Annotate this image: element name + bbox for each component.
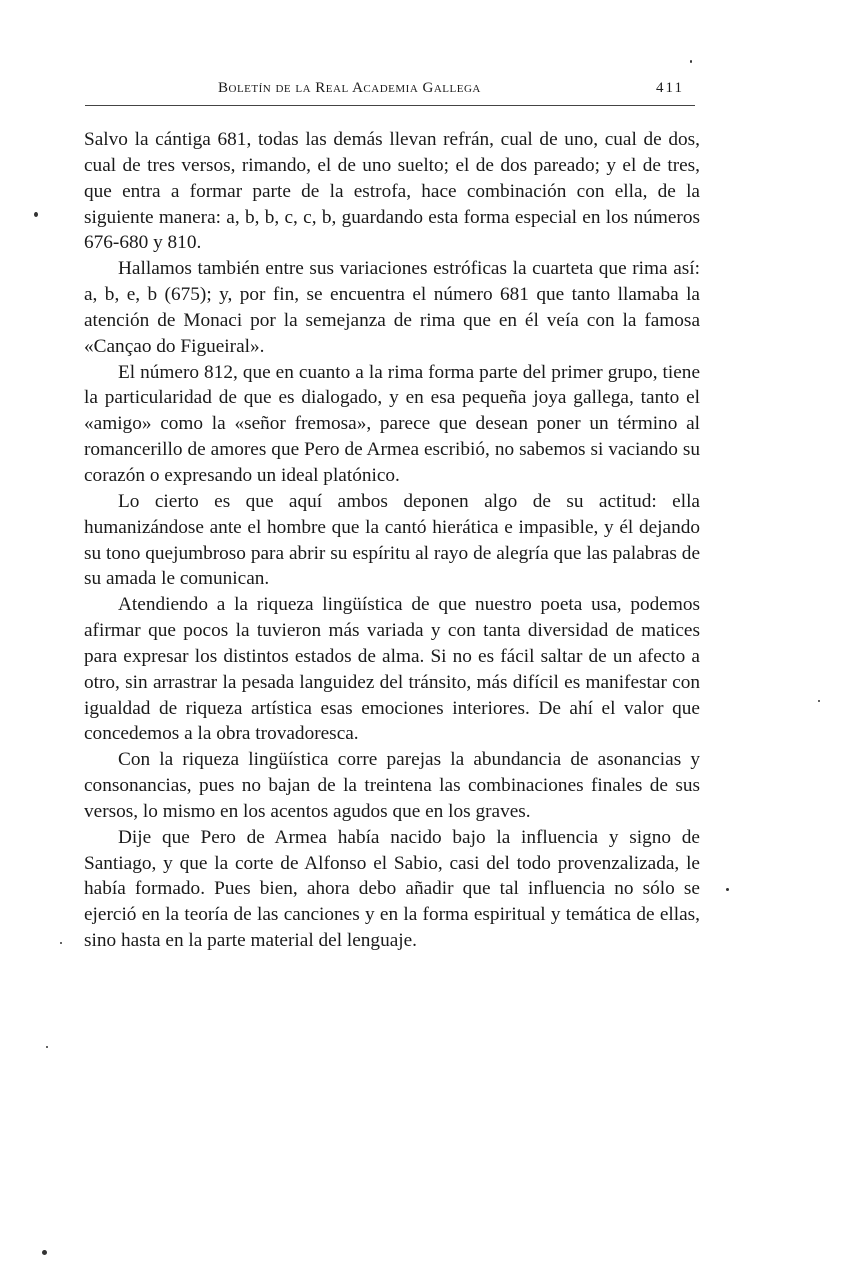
scan-speck: [60, 942, 62, 944]
paragraph-4: Lo cierto es que aquí ambos deponen algo de su actitud: ella humanizándose ante el hombre que la cantó hierática e impasible, y él dejando su tono quejumbroso para abrir su espíritu al rayo de alegría que las palabras de su amada le comunican.: [84, 490, 700, 590]
scan-speck: [34, 212, 38, 217]
scan-speck: [46, 1046, 48, 1048]
page-number: 411: [656, 80, 684, 96]
body-text: [84, 127, 700, 954]
paragraph-5: Atendiendo a la riqueza lingüística de que nuestro poeta usa, podemos afirmar que pocos la tuvieron más variada y con tanta diversidad de matices para expresar los distintos estados de alma. Si no es fácil saltar de un afecto a otro, sin arrastrar la pesada languidez del tránsito, más difícil es manifestar con igualdad de riqueza artística esas emociones interiores. De ahí el valor que concedemos a la obra trovadoresca.: [84, 594, 700, 745]
journal-title: Boletín de la Real Academia Gallega: [218, 80, 481, 96]
scan-speck: [42, 1250, 47, 1255]
scan-speck: [818, 700, 820, 702]
scan-speck: [726, 888, 729, 891]
paragraph-3: El número 812, que en cuanto a la rima forma parte del primer grupo, tiene la particularidad de que es dialogado, y en esa pequeña joya gallega, tanto el «amigo» como la «señor fremosa», parece que desean poner un término al romancerillo de amores que Pero de Armea escribió, no sabemos si vaciando su corazón o expresando un ideal platónico.: [84, 361, 700, 486]
header-rule: [85, 105, 695, 106]
running-head: [218, 80, 684, 104]
paragraph-6: Con la riqueza lingüística corre parejas la abundancia de asonancias y consonancias, pues no bajan de la treintena las combinaciones finales de sus versos, lo mismo en los acentos agudos que en los graves.: [84, 749, 700, 822]
paragraph-2: Hallamos también entre sus variaciones estróficas la cuarteta que rima así: a, b, e, b (675); y, por fin, se encuentra el número 681 que tanto llamaba la atención de Monaci por la semejanza de rima que en él veía con la famosa «Cançao do Figueiral».: [84, 258, 700, 357]
paragraph-7: Dije que Pero de Armea había nacido bajo la influencia y signo de Santiago, y que la corte de Alfonso el Sabio, casi del todo provenzalizada, le había formado. Pues bien, ahora debo añadir que tal influencia no sólo se ejerció en la teoría de las canciones y en la forma espiritual y temática de ellas, sino hasta en la parte material del lenguaje.: [84, 826, 700, 952]
paragraph-1: Salvo la cántiga 681, todas las demás llevan refrán, cual de uno, cual de dos, cual de tres versos, rimando, el de uno suelto; el de dos pareado; y el de tres, que entra a formar parte de la estrofa, hace combinación con ella, de la siguiente manera: a, b, b, c, c, b, guardando esta forma especial en los números 676-680 y 810.: [84, 129, 700, 254]
scan-speck: [690, 60, 692, 63]
